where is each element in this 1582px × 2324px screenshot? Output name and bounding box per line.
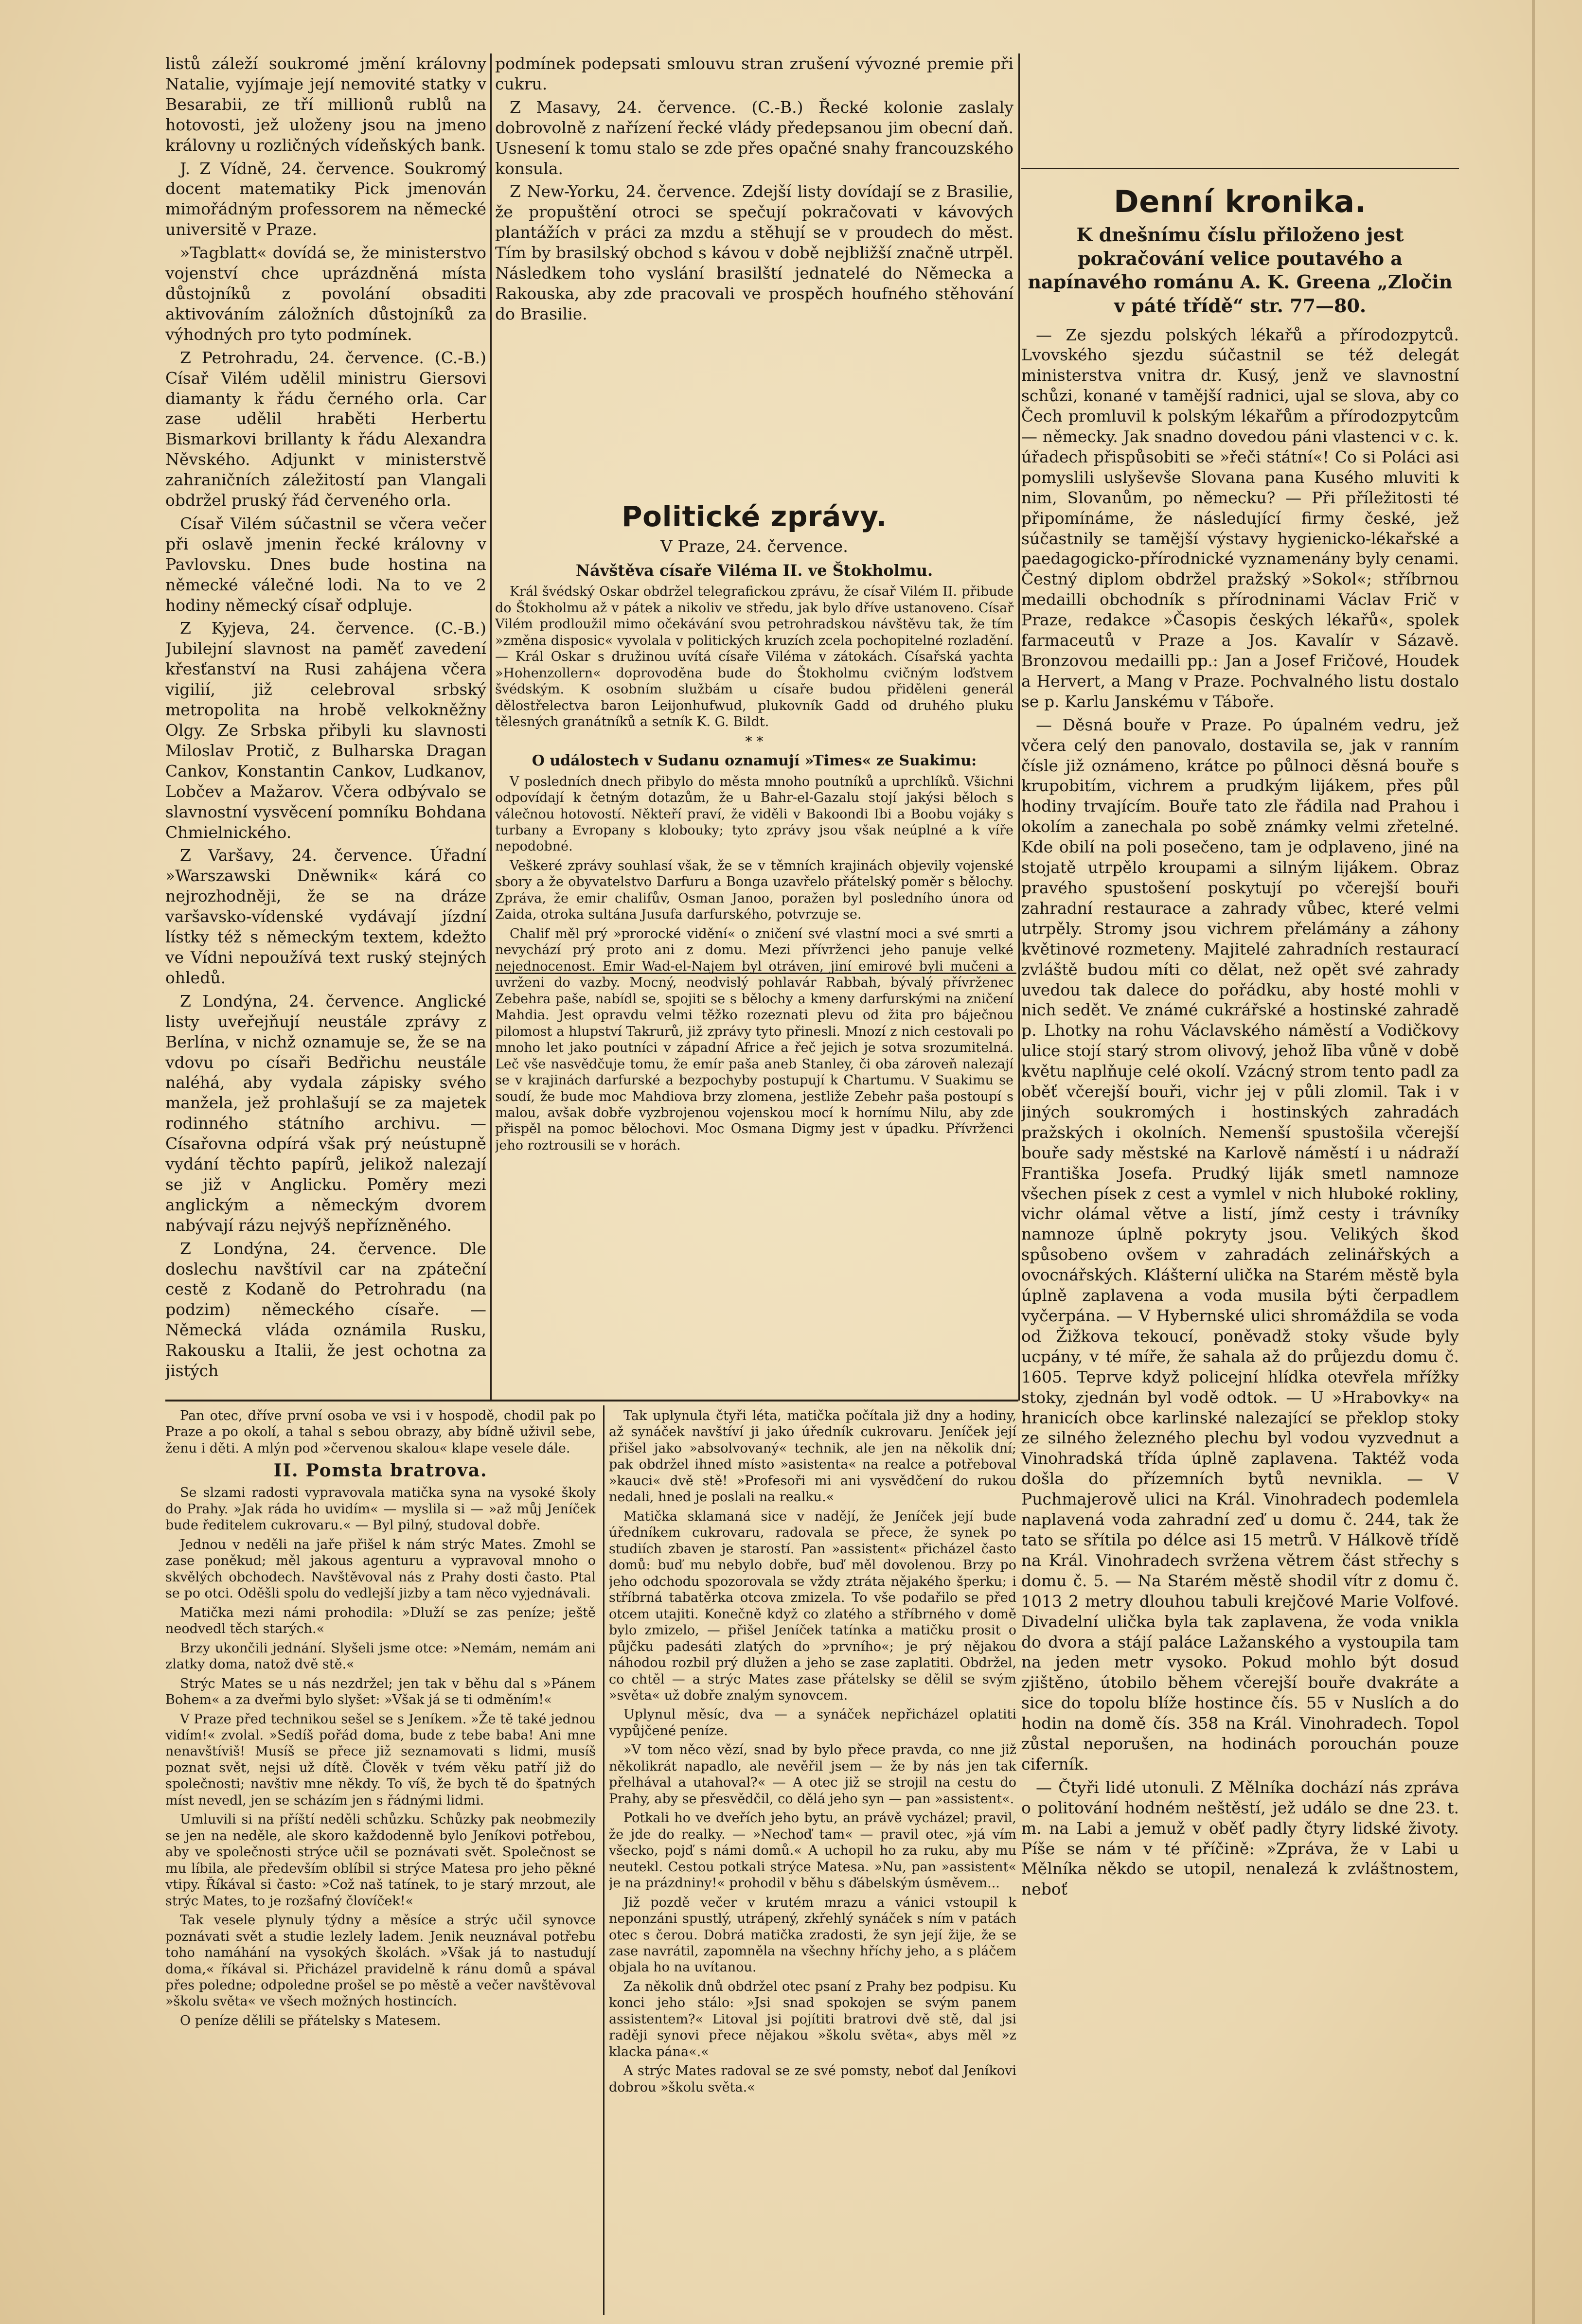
news-column-left [165, 53, 486, 1396]
news-item: podmínek podepsati smlouvu stran zrušení vývozné premie při cukru. [495, 54, 1013, 93]
feuilleton-left [165, 1408, 596, 2312]
news-item: Z Londýna, 24. července. Anglické listy uveřejňují neustále zprávy z Berlína, v nichž oznamuje se, že se na vdovu po císaři Bedřichu neustále naléhá, aby vydala zápisky svého manžela, jež prohlašují se za majetek rodinného státního archivu. — Císařovna odpírá však prý neústupně vydání těchto papírů, jelikož nalezají se již v Anglicku. Poměry mezi anglickým a německým dvorem nabývají rázu nejvýš nepřízněného. [165, 991, 486, 1235]
feuilleton-paragraph: Strýc Mates se u nás nezdržel; jen tak v běhu dal s »Pánem Bohem« a za dveřmi bylo slyšet: »Však já se ti odměním!« [165, 1676, 596, 1708]
feuilleton-paragraph: Uplynul měsíc, dva — a synáček nepřicházel oplatiti vypůjčené peníze. [609, 1707, 1016, 1739]
separator-stars: * * [745, 733, 764, 749]
dateline: V Praze, 24. července. [660, 537, 848, 556]
feuilleton-paragraph: Umluvili si na příští neděli schůzku. Schůzky pak neobmezily se jen na neděle, ale skoro každodenně bylo Jeníkovi potřebou, aby ve společnosti strýce učil se poznávati svět. Společnost se mu líbila, ale především oblíbil si strýce Matesa pro jeho pěkné vtipy. Říkával si často: »Což naš tatínek, to je starý mrzout, ale strýc Mates, to je rozšafný človíček!« [165, 1812, 596, 1909]
article-paragraph: — Čtyři lidé utonuli. Z Mělníka dochází nás zpráva o politování hodném neštěstí, jež událo se dne 23. t. m. na Labi a jemuž v oběť padly čtyry lidské životy. Píše se nám v té příčině: »Zpráva, že v Labi u Mělníka někdo se utopil, nenalezá k zvláštnostem, neboť [1021, 1777, 1459, 1899]
article-headline: O událostech v Sudanu oznamují »Times« ze Suakimu: [532, 752, 977, 769]
article-headline: Návštěva císaře Viléma II. ve Štokholmu. [575, 561, 933, 580]
news-item: »Tagblatt« dovídá se, že ministerstvo vojenství chce uprázdněná místa důstojníků z povolání obsaditi aktivováním záložních důstojníků za výhodných pro tyto podmínek. [165, 243, 486, 344]
feuilleton-paragraph: V Praze před technikou sešel se s Jeníkem. »Že tě také jednou vidím!« zvolal. »Sedíš pořád doma, bude z tebe baba! Ani mne nenavštíviš! Musíš se přece již seznamovati s lidmi, musíš poznat svět, nejsi už dítě. Člověk v tvém věku patří již do společnosti; navštiv mne někdy. To víš, že bych tě do špatných míst nevedl, jen se scházím jen s řádnými lidmi. [165, 1711, 596, 1808]
page-fold-shadow [1532, 0, 1535, 2324]
news-item: Z Londýna, 24. července. Dle doslechu navštívil car na zpáteční cestě z Kodaně do Petrohradu (na podzim) německého císaře. — Německá vláda oznámila Rusku, Rakousku a Italii, že jest ochotna za jistých [165, 1239, 486, 1381]
news-item: Z Petrohradu, 24. července. (C.-B.) Císař Vilém udělil ministru Giersovi diamanty k řádu černého orla. Car zase udělil hraběti Herbertu Bismarkovi brillanty k řádu Alexandra Něvského. Adjunkt v ministerstvě zahraničních záležitostí pan Vlangali obdržel pruský řád červeného orla. [165, 348, 486, 510]
feuilleton-paragraph: Jednou v neděli na jaře přišel k nám strýc Mates. Zmohl se zase poněkud; měl jakous agenturu a vypravoval mnoho o skvělých obchodech. Navštěvoval nás z Prahy dosti často. Ptal se po otci. Oděšli spolu do vedlejší jizby a tam něco vyjednávali. [165, 1537, 596, 1601]
feuilleton-paragraph: Brzy ukončili jednání. Slyšeli jsme otce: »Nemám, nemám ani zlatky doma, natož dvě stě.« [165, 1640, 596, 1672]
news-item: Z Masavy, 24. července. (C.-B.) Řecké kolonie zaslaly dobrovolně z nařízení řecké vlády předepsanou jim obecní daň. Usnesení k tomu stalo se zde přes opačné snahy francouzského konsula. [495, 97, 1013, 178]
feuilleton-paragraph: A strýc Mates radoval se ze své pomsty, neboť dal Jeníkovi dobrou »školu světa.« [609, 2063, 1016, 2095]
section-title: Politické zprávy. [622, 500, 887, 533]
feuilleton-paragraph: Již pozdě večer v krutém mrazu a vánici vstoupil k neponzáni spustlý, utrápený, zkřehlý synáček s ním v patách otec s čerou. Dobrá matička zradosti, že syn její žije, že se zase navrátil, zapomněla na všechny hříchy jeho, a s pláčem objala ho na uvítanou. [609, 1895, 1016, 1975]
news-item: Z Varšavy, 24. července. Úřadní »Warszawski Dněwnik« kárá co nejrozhodněji, že se na dráze varšavsko-vídenské vydávají jízdní lístky též s německým textem, kdežto ve Vídni nepoužívá text ruský stejných ohledů. [165, 846, 486, 987]
news-item: Z Kyjeva, 24. července. (C.-B.) Jubilejní slavnost na paměť zavedení křesťanství na Rusi zahájena včera vigilií, již celebroval srbský metropolita na hrobě velkokněžny Olgy. Ze Srbska přibyli ku slavnosti Miloslav Protič, z Bulharska Dragan Cankov, Konstantin Cankov, Ludkanov, Lobčev a Mažarov. Včera odbývalo se slavnostní vysvěcení pomníku Bohdana Chmielnického. [165, 619, 486, 842]
column-rule [490, 53, 492, 1401]
supplement-notice: K dnešnímu číslu přiloženo jest pokračování velice poutavého a napínavého románu A. K. Greena „Zločin v páté třídě“ str. 77—80. [1028, 224, 1453, 317]
article-paragraph: V posledních dnech přibylo do města mnoho poutníků a uprchlíků. Všichni odpovídají k četným dotazům, že u Bahr-el-Gazalu stojí jakýsi běloch s válečnou hotovostí. Někteří praví, že viděli v Bakoondi Ibi a Boobu vojáky s turbany a Evropany s klobouky; tyto zprávy jsou však neúplné a k víře nepodobné. [495, 774, 1013, 854]
feuilleton-paragraph: Tak vesele plynuly týdny a měsíce a strýc učil synovce poznávati svět a studie lezlely ladem. Jenik neuznával potřebu toho namáhání na vysokých školách. »Však já to nastudují doma,« říkával si. Přicházel pravidelně k ránu domů a spával přes poledne; odpoledne prošel se po městě a večer navštěvoval »školu světa« ve všech možných hostincích. [165, 1913, 596, 2009]
feuilleton-paragraph: »V tom něco vězí, snad by bylo přece pravda, co nne již několikrát napadlo, ale nevěřil jsem — že by nás jen tak přelhával a utahoval?« — A otec již se strojil na cestu do Prahy, aby se přesvědčil, co dělá jeho syn — pan »assistent«. [609, 1742, 1016, 1807]
column-rule [1018, 53, 1020, 1401]
news-item: Z New-Yorku, 24. července. Zdejší listy dovídají se z Brasilie, že propuštění otroci se spečují pokračovati v kávových plantážích v práci za mzdu a stěhují se v proudech do měst. Tím by brasilský obchod s kávou v době nejbližší značně utrpěl. Následkem toho vyslání brasilští jednatelé do Německa a Rakouska, aby zde pracovali ve prospěch houfného stěhování do Brasilie. [495, 182, 1013, 323]
section-title: Denní kronika. [1114, 184, 1367, 219]
feuilleton-paragraph: Za několik dnů obdržel otec psaní z Prahy bez podpisu. Ku konci jeho stálo: »Jsi snad spokojen se svým panem assistentem?« Litoval jsi pojítiti bratrovi dvě stě, dal jsi raději synovi přece nějakou »školu světa«, abys měl »z klacka pána«.« [609, 1979, 1016, 2059]
section-rule [1021, 168, 1459, 169]
daily-chronicle-section [1021, 175, 1459, 2315]
article-paragraph: Veškeré zprávy souhlasí však, že se v těmních krajinách objevily vojenské sbory a že obyvatelstvo Darfuru a Bonga uzavřelo přátelský poměr s bělochy. Zpráva, že emir chalifův, Osman Janoo, poražen byl posledního února od Zaida, otroka sultána Jusufa darfurského, potvrzuje se. [495, 858, 1013, 923]
article-paragraph: Chalif měl prý »prorocké vidění« o zničení své vlastní moci a své smrti a nevychází prý proto ani z domu. Mezi přívrženci jeho panuje velké nejednocenost. Emir Wad-el-Najem byl otráven, jiní emirové byli mučeni a uvrženi do vazby. Mocný, neodvislý pohlavár Rabbah, bývalý přívrženec Zebehra paše, nabídl se, spojiti se s bělochy a kmeny darfurskými na zničení Mahdia. Jest opravdu velmi těžko rozeznati plevu od žita pro báječnou pilomost a hlupství Takrurů, již zprávy tyto přinesli. Mnozí z nich cestovali po mnoho let jako poutníci v západní Africe a řeč jejich je sotva srozumitelná. Leč vše nasvědčuje tomu, že emír paša aneb Stanley, či oba zároveň nalezají se v krajinách darfurské a bezpochyby postupují k Chartumu. V Suakimu se soudí, že bude moc Mahdiova brzy zlomena, jestliže Zebehr paša postoupí s malou, avšak dobře vyzbrojenou vojenskou mocí k hornímu Nilu, aby zde přispěl na pomoc bělochovi. Moc Osmana Digmy jest v úpadku. Přívrženci jeho roztrousili se v horách. [495, 926, 1013, 1153]
feuilleton-paragraph: O peníze dělili se přátelsky s Matesem. [180, 2013, 441, 2028]
feuilleton-right [609, 1408, 1016, 2312]
article-paragraph: — Ze sjezdu polských lékařů a přírodozpytců. Lvovského sjezdu súčastnil se též delegát ministerstva vnitra dr. Kusý, jenž ve slavnostní schůzi, konané v tamější radnici, ujal se slova, aby co Čech promluvil k polským lékařům a přírodozpytcům — německy. Jak snadno dovedou páni vlastenci v c. k. úřadech přispůsobiti se »řeči státní«! Co si Poláci asi pomyslili uslyševše Slovana pana Kusého mluviti k nim, Slovanům, po německu? — Při příležitosti té připomínáme, že následující firmy české, jež súčastnily se tamější výstavy hygienicko-lékařské a paedagogicko-přírodnické vyznamenány byly cenami. Čestný diplom obdržel pražský »Sokol«; stříbrnou medailli obchodník s přírodninami Václav Frič v Praze, redakce »Časopis českých lékařů«, spolek farmaceutů v Praze a Jos. Kavalír v Sázavě. Bronzovou medailli pp.: Jan a Josef Fričové, Houdek a Hervert, a Mang v Praze. Pochvalného listu dostalo se p. Karlu Janskému v Táboře. [1021, 325, 1459, 711]
column-rule [603, 1405, 604, 2315]
news-item: Císař Vilém súčastnil se včera večer při oslavě jmenin řecké královny v Pavlovsku. Dnes bude hostina na německé válečné lodi. Na to ve 2 hodiny německý císař odpluje. [165, 514, 486, 615]
feuilleton-paragraph: Tak uplynula čtyři léta, matička počítala již dny a hodiny, až synáček navštíví ji jako úředník cukrovaru. Jeníček její přišel jako »absolvovaný« technik, ale jen na několik dní; pak obdržel ihned místo »asistenta« na realce a potřeboval »kauci« dvě stě! »Profesoři mi ani vysvědčení do rukou nedali, hned je poslali na realku.« [609, 1408, 1016, 1505]
feuilleton-title: II. Pomsta bratrova. [273, 1460, 488, 1481]
feuilleton-paragraph: Se slzami radosti vypravovala matička syna na vysoké školy do Prahy. »Jak ráda ho uvidím« — myslila si — »až můj Jeníček bude ředitelem cukrovaru.« — Byl pilný, studoval dobře. [165, 1485, 596, 1533]
news-item: listů záleží soukromé jmění královny Natalie, vyjímaje její nemovité statky v Besarabii, ze tří millionů rublů na hotovosti, jež uloženy jsou na jmeno královny u rozličných vídeňských bank. [165, 54, 486, 155]
feuilleton-paragraph: Matička sklamaná sice v nadějí, že Jeníček její bude úředníkem cukrovaru, radovala se přece, že synek po studiích zbaven je starostí. Pan »assistent« přicházel často domů: buď mu nebylo dobře, buď měl dovolenou. Brzy po jeho odchodu spozorovala se vždy ztráta nějakého šperku; i stříbrná tabatěrka otcova zmizela. To vše podařilo se před otcem utajiti. Konečně když co zlatého a stříbrného v domě bylo zmizelo, — přišel Jeníček tatínka a matičku prosit o půjčku padesáti zlatých do »prvního«; je prý nějakou náhodou rozbil prý dlužen a jeho se zase zaplatiti. Obdržel, co chtěl — a strýc Mates zase přátelsky se dělil se svým »světa« už dobře znalým synovcem. [609, 1508, 1016, 1703]
news-item: J. Z Vídně, 24. července. Soukromý docent matematiky Pick jmenován mimořádným professorem na německé universitě v Praze. [165, 159, 486, 239]
article-paragraph: — Děsná bouře v Praze. Po úpalném vedru, jež včera celý den panovalo, dostavila se, jak v ranním čísle již oznámeno, krátce po půlnoci děsná bouře s krupobitím, vichrem a prudkým lijákem, přes půl hodiny trvajícím. Bouře tato zle řádila nad Prahou i okolím a zanechala po sobě známky velmi zřetelné. Kde obilí na poli posečeno, tam je odplaveno, jiné na stojatě utrpělo kroupami a silným lijákem. Obraz pravého spustošení poskytují po včerejší bouři zahradní restaurace a zahrady vůbec, které velmi utrpěly. Stromy jsou vichrem přelámány a záhony květinové rozmeteny. Majitelé zahradních restaurací zvláště budou míti co dělat, než opět své zahrady uvedou tak dalece do pořádku, aby hosté mohli v nich sedět. Ve známé cukrářské a hostinské zahradě p. Lhotky na rohu Václavského náměstí a Vodičkovy ulice stojí starý strom olivový, jehož lība vůně v době květu naplňuje celé okolí. Vzácný strom tento padl za oběť včerejší bouři, vichr jej v půli zlomil. Tak i v jiných soukromých i hostinských zahradách pražských i okolních. Nemenší spustošila včerejší bouře sady městské na Karlově náměstí i u nádraží Františka Josefa. Prudký liják smetl namnoze všechen písek z cest a vymlel v nich hluboké rokliny, vichr olámal větve a listí, jímž cesty i trávníky namnoze úplně pokryty jsou. Velikých škod spůsobeno ovšem v zahradách zelinářských a ovocnářských. Klášterní ulička na Starém městě byla úplně zaplavena a voda musila býti čerpadlem vyčerpána. — V Hybernské ulici shromáždila se voda od Žižkova tekoucí, poněvadž stoky všude byly ucpány, v té míře, že sahala až do průjezdu domu č. 1605. Teprve když policejní hlídka otevřela mřížky stoky, zjednán byl vodě odtok. — U »Hrabovky« na hranicích obce karlinské nalezající se překlop stoky ze silného železného plechu byl vodou vyzvednut a Vinohradská třída úplně zaplavena. Taktéž voda došla do přízemních bytů nevnikla. — V Puchmajerově ulici na Král. Vinohradech podemlela naplavená voda zahradní zeď u domu č. 244, tak že tato se sřítila po délce asi 15 metrů. V Hálkově třídě na Král. Vinohradech svržena větrem část střechy s domu č. 5. — Na Starém městě shodil vítr z domu č. 1013 2 metry dlouhou tabuli krejčové Marie Volfové. Divadelní ulička byla tak zaplavena, že voda vnikla do dvora a stájí paláce Lažanského a vystoupila tam na jeden metr vysoko. Pokud mohlo být dosud zjištěno, útobilo během včerejší bouře dvakráte a sice do topolu blíže hostince čís. 55 v Nuslích a do hodin na domě čís. 358 na Král. Vinohradech. Topol zůstal neporušen, na hodinách porouchán pouze ciferník. [1021, 715, 1459, 1774]
feuilleton-paragraph: Matička mezi námi prohodila: »Dluží se zas peníze; ještě neodvedl těch starých.« [165, 1605, 596, 1637]
feuilleton-rule [165, 1400, 1018, 1401]
political-news-section [495, 491, 1013, 1396]
feuilleton-intro: Pan otec, dříve první osoba ve vsi i v hospodě, chodil pak po Praze a po okolí, a tahal s sebou obrazy, aby bídně uživil sebe, ženu i děti. A mlýn pod »červenou skalou« klape vesele dále. [165, 1408, 596, 1456]
feuilleton-paragraph: Potkali ho ve dveřích jeho bytu, an právě vycházel; pravil, že jde do realky. — »Nechoď tam« — pravil otec, »já vím všecko, pojď s námi domů.« A uchopil ho za ruku, aby mu neutekl. Cestou potkali strýce Matesa. »Nu, pan »assistent« je na prázdniny!« prohodil v běhu s ďábelským úsměvem... [609, 1810, 1016, 1891]
article-paragraph: Král švédský Oskar obdržel telegrafickou zprávu, že císař Vilém II. přibude do Štokholmu až v pátek a nikoliv ve středu, jak bylo dříve ustanoveno. Císař Vilém prodloužil mimo očekávání svou petrohradskou návštěvu tak, že tím »změna disposic« vyvolala v politických kruzích zcela pochopitelné rozladění. — Král Oskar s družinou uvítá císaře Viléma v zátokách. Císařská yachta »Hohenzollern« doprovoděna bude do Štokholmu cvičným loďstvem švédským. K osobním službám u císaře budou přiděleni generál dělostřelectva baron Leijonhufwud, plukovník Gadd od druhého pluku tělesných granátníků a setník K. G. Bildt. [495, 584, 1013, 730]
